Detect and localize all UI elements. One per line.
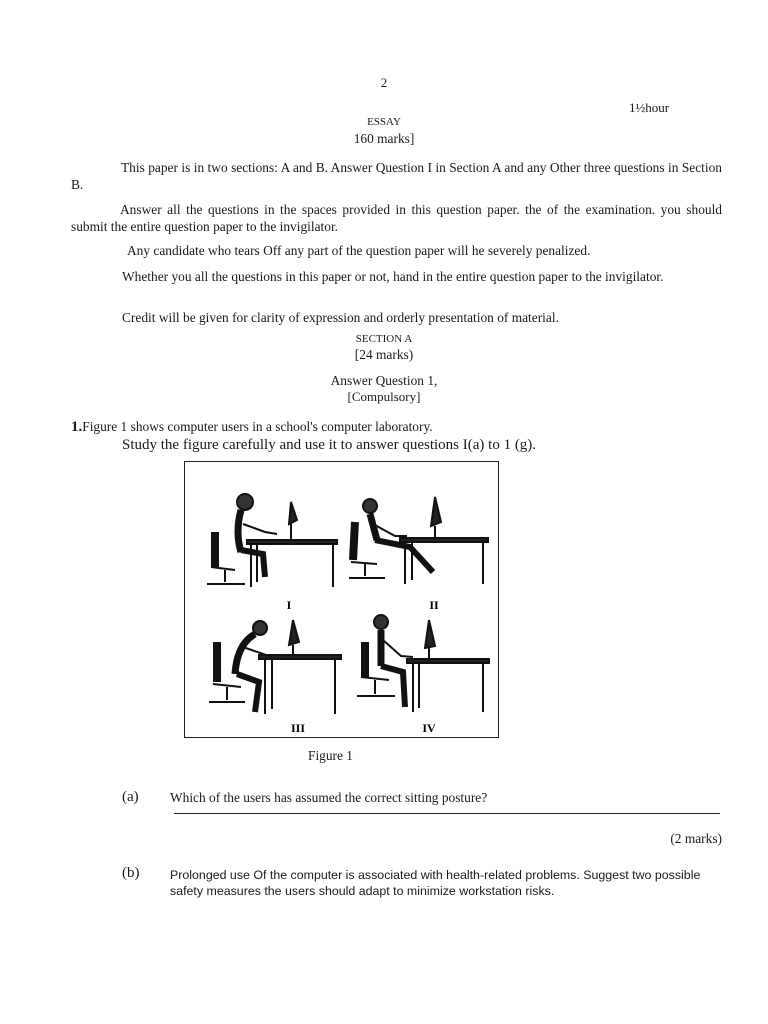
section-marks: [24 marks) bbox=[354, 347, 414, 362]
instruction-paragraph: Credit will be given for clarity of expression and orderly presentation of material. bbox=[122, 310, 559, 325]
figure-label-i: I bbox=[286, 598, 292, 612]
part-b-label: (b) bbox=[122, 865, 140, 881]
posture-panel-iv bbox=[357, 615, 489, 712]
paper-title: ESSAY bbox=[367, 116, 401, 128]
figure-label-iv: IV bbox=[422, 721, 436, 735]
instruction-paragraph: Whether you all the questions in this paper or not, hand in the entire question paper to the invigilator. bbox=[122, 269, 664, 284]
figure-1-image bbox=[184, 461, 499, 738]
section-title: SECTION A bbox=[355, 333, 413, 345]
part-a-question: Which of the users has assumed the correct sitting posture? bbox=[170, 790, 488, 805]
question-intro: Figure 1 shows computer users in a school's computer laboratory. bbox=[82, 419, 433, 434]
part-a-label: (a) bbox=[122, 789, 139, 805]
page-number: 2 bbox=[380, 75, 388, 90]
instruction-paragraph: This paper is in two sections: A and B. Answer Question I in Section A and any Other three questions in Section B. bbox=[71, 160, 722, 192]
exam-duration: 1½hour bbox=[629, 100, 670, 115]
instruction-paragraph: Answer all the questions in the spaces provided in this question paper. the of the examination. you should submit the entire question paper to the invigilator. bbox=[71, 202, 722, 234]
question-instruction: Study the figure carefully and use it to answer questions I(a) to 1 (g). bbox=[122, 437, 537, 453]
part-b-question: Prolonged use Of the computer is associated with health-related problems. Suggest two possible safety measures the users should adapt to minimize workstation risks. bbox=[170, 868, 701, 898]
posture-panel-i bbox=[207, 494, 337, 587]
compulsory-label: [Compulsory] bbox=[347, 389, 421, 404]
posture-panel-iii bbox=[209, 620, 341, 714]
question-1-header bbox=[71, 419, 433, 436]
figure-caption: Figure 1 bbox=[308, 748, 354, 763]
figure-label-iii: III bbox=[290, 721, 306, 735]
instruction-paragraph: Any candidate who tears Off any part of the question paper will he severely penalized. bbox=[127, 243, 591, 258]
answer-instruction: Answer Question 1, bbox=[330, 373, 438, 388]
figure-label-ii: II bbox=[429, 598, 439, 612]
answer-line[interactable] bbox=[174, 813, 720, 814]
posture-panel-ii bbox=[349, 497, 488, 584]
part-a-marks: (2 marks) bbox=[670, 831, 722, 846]
total-marks: 160 marks] bbox=[353, 131, 415, 146]
question-number: 1. bbox=[71, 419, 83, 435]
